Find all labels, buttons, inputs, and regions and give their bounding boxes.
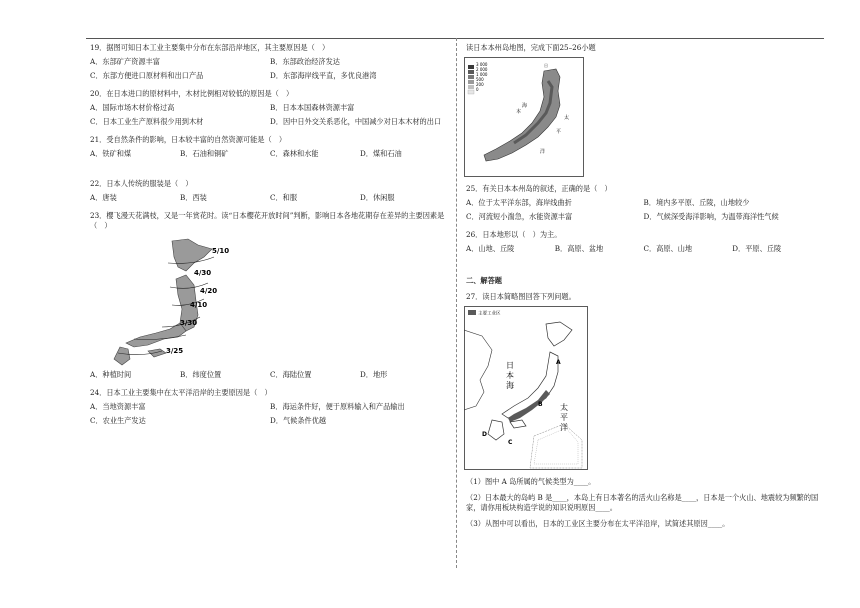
- q23-stem: 23．樱飞漫天花满枝，又是一年赏花时。读“日本樱花开放时间”判断，影响日本各地花期存在差异的主要因素是（ ）: [90, 211, 445, 230]
- honshu-south-shape: [126, 323, 186, 347]
- q21-option-b: B．石油和铜矿: [180, 149, 229, 158]
- japan-industry-map: [466, 306, 821, 473]
- bloom-date-label: 3/25: [166, 347, 184, 355]
- legend-swatch: [468, 75, 474, 79]
- shikoku-shape: [148, 349, 166, 357]
- q27-sub1: （1）图中 A 岛所属的气候类型为____。: [466, 477, 596, 486]
- q25-option-b: B．境内多平原、丘陵，山地较少: [643, 198, 750, 207]
- section-title: 二、解答题: [466, 276, 502, 285]
- q25-stem: 25．有关日本本州岛的叙述，正确的是（ ）: [466, 184, 612, 193]
- island-marker-b: B: [538, 401, 543, 408]
- legend-label: 200: [476, 82, 484, 87]
- legend-label: 2 000: [476, 67, 488, 72]
- q20-option-b: B．日本本国森林资源丰富: [270, 103, 355, 112]
- q24-option-d: D．气候条件优越: [270, 416, 327, 425]
- q26-option-d: D．平原、丘陵: [732, 244, 782, 253]
- q20-option-d: D．因中日外交关系恶化，中国减少对日本木材的出口: [270, 117, 442, 126]
- bloom-date-label: 4/20: [200, 287, 218, 295]
- industry-legend-label: 主要工业区: [478, 311, 501, 317]
- japan-map-label: 日: [506, 361, 514, 370]
- q24-option-a: A．当地资源丰富: [90, 402, 146, 411]
- q26-option-b: B．高原、盆地: [554, 244, 604, 253]
- island-marker-c: C: [508, 439, 513, 446]
- q22-options: [90, 193, 450, 207]
- q20-option-c: C．日本工业生产原料很少用到木材: [90, 117, 204, 126]
- cherry-blossom-map-svg: [90, 235, 450, 367]
- q24-option-c: C．农业生产发达: [90, 416, 146, 425]
- honshu-map-label: 洋: [540, 149, 546, 155]
- japan-map-label: 洋: [560, 423, 568, 432]
- legend-swatch: [468, 85, 474, 89]
- q26-stem: 26．日本地形以（ ）为主。: [466, 230, 562, 239]
- q21-options: [90, 149, 450, 163]
- q26-option-c: C．高原、山地: [643, 244, 693, 253]
- q25-26-intro: 读日本本州岛地图，完成下面25–26小题: [466, 43, 596, 52]
- japan-map-label: 平: [560, 413, 568, 422]
- industry-legend-swatch: [468, 310, 476, 315]
- cherry-blossom-map: [90, 235, 450, 370]
- legend-swatch: [468, 70, 474, 74]
- q20-option-a: A．国际市场木材价格过高: [90, 103, 175, 112]
- honshu-relief-map: [466, 57, 821, 180]
- legend-swatch: [468, 90, 474, 94]
- honshu-map-label: 本: [516, 109, 522, 115]
- bloom-date-label: 3/30: [180, 319, 198, 327]
- q23-option-c: C．海陆位置: [270, 370, 312, 379]
- q20-options: [90, 103, 450, 131]
- honshu-map-label: 日: [544, 63, 548, 68]
- q23-option-b: B．纬度位置: [180, 370, 222, 379]
- column-divider: [456, 38, 457, 568]
- q23-option-d: D．地形: [360, 370, 388, 379]
- q19-option-a: A．东部矿产资源丰富: [90, 57, 160, 66]
- japan-industry-map-svg: [464, 306, 588, 470]
- island-marker-a: A: [556, 359, 561, 366]
- q25-options: [466, 198, 821, 226]
- japan-map-label: 太: [560, 403, 568, 412]
- q22-stem: 22．日本人传统的服装是（ ）: [90, 179, 193, 188]
- q21-option-d: D．煤和石油: [360, 149, 402, 158]
- honshu-map-label: 平: [556, 129, 562, 135]
- q23-option-a: A．种植时间: [90, 370, 132, 379]
- hokkaido-shape: [172, 239, 212, 271]
- q24-options: [90, 402, 450, 430]
- legend-label: 500: [476, 77, 484, 82]
- q25-option-c: C．河流短小湍急，水能资源丰富: [466, 212, 573, 221]
- q19-stem: 19．据图可知日本工业主要集中分布在东部沿岸地区，其主要原因是（ ）: [90, 43, 330, 52]
- q21-stem: 21．受自然条件的影响，日本较丰富的自然资源可能是（ ）: [90, 135, 287, 144]
- q21-option-c: C．森林和水能: [270, 149, 319, 158]
- bloom-date-label: 4/10: [190, 301, 208, 309]
- legend-label: 0: [476, 87, 479, 92]
- left-column: [90, 43, 450, 434]
- kyushu-shape: [114, 347, 130, 365]
- honshu-relief-map-svg: [464, 57, 584, 177]
- q24-option-b: B．海运条件好，便于原料输入和产品输出: [270, 402, 405, 411]
- q20-stem: 20．在日本进口的原材料中，木材比例相对较低的原因是（ ）: [90, 89, 294, 98]
- q19-options: [90, 57, 450, 85]
- q22-option-d: D．休闲服: [360, 193, 395, 202]
- q19-option-b: B．东部政治经济发达: [270, 57, 340, 66]
- right-column: [466, 43, 821, 535]
- q22-option-a: A．唐装: [90, 193, 117, 202]
- island-marker-d: D: [482, 431, 487, 438]
- legend-swatch: [468, 80, 474, 84]
- legend-label: 1 000: [476, 72, 488, 77]
- q27-sub2: （2）日本最大的岛屿 B 是____，本岛上有日本著名的活火山名称是____，日本是一个火山、地震较为频繁的国家，请你用板块构造学说的知识说明原因____。: [466, 493, 819, 512]
- legend-swatch: [468, 65, 474, 69]
- japan-map-label: 海: [506, 381, 514, 390]
- q23-options: [90, 370, 450, 384]
- q27-sub3: （3）从图中可以看出，日本的工业区主要分布在太平洋沿岸，试简述其原因____。: [466, 519, 730, 528]
- japan-map-label: 本: [506, 371, 514, 380]
- q19-option-c: C．东部方便进口原材料和出口产品: [90, 71, 204, 80]
- q22-option-b: B．西装: [180, 193, 207, 202]
- honshu-map-label: 太: [564, 115, 570, 121]
- q26-options: [466, 244, 821, 258]
- bloom-date-label: 4/30: [194, 269, 212, 277]
- q27-stem: 27．读日本简略图回答下列问题。: [466, 292, 576, 301]
- q24-stem: 24．日本工业主要集中在太平洋沿岸的主要原因是（ ）: [90, 388, 272, 397]
- q19-option-d: D．东部海岸线平直，多优良港湾: [270, 71, 377, 80]
- legend-label: 3 000: [476, 62, 488, 67]
- q25-option-d: D．气候深受海洋影响，为温带海洋性气候: [643, 212, 779, 221]
- bloom-date-label: 5/10: [212, 247, 230, 255]
- top-rule: [86, 38, 824, 39]
- q26-option-a: A．山地、丘陵: [466, 244, 515, 253]
- q25-option-a: A．位于太平洋东部，海岸线曲折: [466, 198, 572, 207]
- q22-option-c: C．和服: [270, 193, 298, 202]
- honshu-map-label: 海: [522, 103, 528, 109]
- q21-option-a: A．铁矿和煤: [90, 149, 132, 158]
